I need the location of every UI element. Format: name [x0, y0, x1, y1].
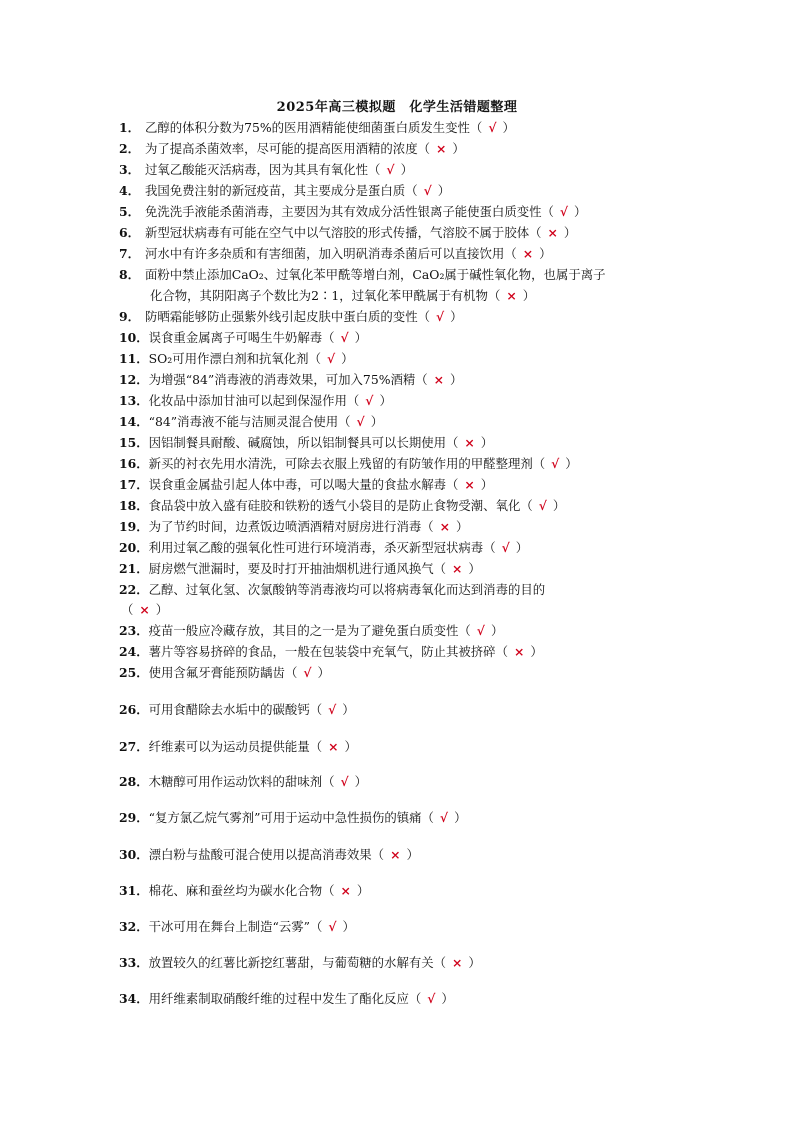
answer-check-mark: √ — [303, 665, 312, 680]
question-item — [119, 474, 679, 495]
question-item — [119, 222, 679, 243]
answer-check-mark: √ — [559, 204, 569, 219]
question-item — [119, 306, 679, 327]
question-item — [119, 662, 679, 683]
question-item — [119, 348, 679, 369]
answer-brackets: （ √ ） — [458, 623, 504, 638]
answer-brackets: （ √ ） — [469, 120, 515, 135]
answer-check-mark: √ — [328, 919, 337, 934]
question-number: 6． — [119, 225, 141, 240]
question-number: 28． — [119, 774, 149, 789]
answer-cross-mark: × — [439, 519, 451, 534]
answer-check-mark: √ — [365, 393, 374, 408]
question-text: 免洗洗手液能杀菌消毒，主要因为其有效成分活性银离子能使蛋白质变性 — [145, 204, 542, 219]
question-item — [119, 117, 679, 138]
question-text: 河水中有许多杂质和有害细菌，加入明矾消毒杀菌后可以直接饮用 — [145, 246, 505, 261]
answer-brackets: （ √ ） — [541, 204, 587, 219]
question-text: 为增强“84”消毒液的消毒效果，可加入75%酒精 — [148, 372, 416, 387]
answer-cross-mark: × — [452, 561, 463, 576]
answer-check-mark: √ — [501, 540, 510, 555]
question-number: 26． — [119, 702, 149, 717]
question-number: 8． — [119, 267, 141, 282]
answer-cross-mark: × — [506, 288, 517, 303]
question-text: “84”消毒液不能与洁厕灵混合使用 — [148, 414, 339, 429]
question-item — [119, 641, 679, 662]
question-number: 14． — [119, 414, 149, 429]
question-item — [119, 243, 679, 264]
question-number: 33． — [119, 955, 149, 970]
question-item — [119, 453, 679, 474]
answer-check-mark: √ — [538, 498, 547, 513]
question-item — [119, 201, 679, 222]
answer-cross-mark: × — [522, 246, 534, 261]
answer-cross-mark: × — [513, 644, 525, 659]
question-text: 纤维素可以为运动员提供能量 — [148, 739, 310, 754]
answer-brackets: （ √ ） — [417, 309, 463, 324]
answer-brackets: （ × ） — [495, 644, 543, 659]
question-item — [119, 180, 679, 201]
question-text: 利用过氧乙酸的强氧化性可进行环境消毒，杀灭新型冠状病毒 — [148, 540, 484, 555]
question-number: 25． — [119, 665, 149, 680]
answer-cross-mark: × — [452, 955, 463, 970]
question-text: 面粉中禁止添加CaO₂、过氧化苯甲酰等增白剂，CaO₂属于碱性氧化物，也属于离子 — [145, 267, 606, 282]
question-item — [119, 159, 679, 180]
question-item — [119, 988, 679, 1009]
question-number: 34． — [119, 991, 149, 1006]
question-number: 23． — [119, 623, 149, 638]
question-number: 11． — [119, 351, 149, 366]
question-number: 4． — [119, 183, 141, 198]
question-number: 13． — [119, 393, 149, 408]
question-number: 15． — [119, 435, 149, 450]
answer-check-mark: √ — [340, 330, 349, 345]
question-item — [119, 916, 679, 937]
answer-check-mark: √ — [488, 120, 497, 135]
question-text: 可用食醋除去水垢中的碳酸钙 — [148, 702, 310, 717]
question-text: SO₂可用作漂白剂和抗氧化剂 — [148, 351, 309, 366]
question-number: 3． — [119, 162, 141, 177]
answer-check-mark: √ — [386, 162, 395, 177]
question-text: 误食重金属盐引起人体中毒，可以喝大量的食盐水解毒 — [148, 477, 447, 492]
question-item — [119, 880, 679, 901]
answer-brackets: （ × ） — [433, 955, 481, 970]
answer-brackets: （ √ ） — [368, 162, 413, 177]
answer-cross-mark: × — [139, 602, 150, 617]
answer-brackets: （ √ ） — [405, 183, 451, 198]
question-item — [119, 699, 679, 720]
question-number: 27． — [119, 739, 149, 754]
answer-brackets: （ √ ） — [322, 774, 368, 789]
question-item — [119, 771, 679, 792]
question-text-continued: 化合物，其阴阳离子个数比为2∶1，过氧化苯甲酰属于有机物 — [150, 288, 488, 303]
answer-cross-mark: × — [433, 372, 445, 387]
question-number: 20． — [119, 540, 149, 555]
question-number: 22． — [119, 582, 149, 597]
answer-cross-mark: × — [464, 435, 475, 450]
question-text: 用纤维素制取硝酸纤维的过程中发生了酯化反应 — [148, 991, 409, 1006]
answer-brackets: （ √ ） — [284, 665, 330, 680]
answer-brackets: （ √ ） — [322, 330, 368, 345]
question-number: 32． — [119, 919, 149, 934]
answer-cross-mark: × — [328, 739, 339, 754]
answer-brackets: （ × ） — [433, 561, 481, 576]
answer-brackets: （ √ ） — [338, 414, 384, 429]
question-text: 因铝制餐具耐酸、碱腐蚀，所以铝制餐具可以长期使用 — [148, 435, 447, 450]
question-item — [119, 495, 679, 516]
answer-brackets: （ √ ） — [346, 393, 392, 408]
answer-check-mark: √ — [476, 623, 485, 638]
question-item — [119, 327, 679, 348]
answer-cross-mark: × — [435, 141, 447, 156]
question-text: 食品袋中放入盛有硅胶和铁粉的透气小袋目的是防止食物受潮、氧化 — [148, 498, 521, 513]
answer-brackets: （ × ） — [446, 435, 494, 450]
answer-brackets: （ × ） — [415, 372, 463, 387]
question-text: 疫苗一般应冷藏存放，其目的之一是为了避免蛋白质变性 — [148, 623, 459, 638]
question-text: 为了提高杀菌效率，尽可能的提高医用酒精的浓度 — [145, 141, 418, 156]
question-item — [119, 952, 679, 973]
answer-brackets: （ × ） — [504, 246, 552, 261]
question-item — [119, 390, 679, 411]
question-number: 31． — [119, 883, 149, 898]
answer-brackets: （ × ） — [446, 477, 494, 492]
answer-check-mark: √ — [435, 309, 445, 324]
question-number: 1． — [119, 120, 141, 135]
question-number: 12． — [119, 372, 149, 387]
question-item — [119, 138, 679, 159]
answer-check-mark: √ — [551, 456, 560, 471]
question-text: 使用含氟牙膏能预防龋齿 — [148, 665, 285, 680]
question-text: 过氧乙酸能灭活病毒，因为其具有氧化性 — [145, 162, 369, 177]
question-number: 19． — [119, 519, 149, 534]
answer-check-mark: √ — [423, 183, 432, 198]
answer-check-mark: √ — [340, 774, 349, 789]
answer-brackets: （ √ ） — [308, 351, 354, 366]
question-text: 漂白粉与盐酸可混合使用以提高消毒效果 — [148, 847, 372, 862]
question-text: “复方氯乙烷气雾剂”可用于运动中急性损伤的镇痛 — [148, 810, 422, 825]
question-item — [119, 558, 679, 579]
answer-brackets: （ × ） — [309, 739, 357, 754]
answer-brackets: （ √ ） — [408, 991, 454, 1006]
question-number: 5． — [119, 204, 141, 219]
question-text: 放置较久的红薯比新挖红薯甜，与葡萄糖的水解有关 — [148, 955, 434, 970]
answer-brackets: （ √ ） — [309, 702, 355, 717]
answer-brackets: （ √ ） — [520, 498, 566, 513]
question-number: 7． — [119, 246, 141, 261]
answer-brackets: （ × ） — [417, 141, 465, 156]
answer-brackets: （ √ ） — [421, 810, 467, 825]
answer-check-mark: √ — [439, 810, 449, 825]
question-text: 为了节约时间，边煮饭边喷洒酒精对厨房进行消毒 — [148, 519, 422, 534]
answer-cross-mark: × — [547, 225, 558, 240]
question-number: 10． — [119, 330, 149, 345]
question-item — [119, 369, 679, 390]
question-item — [119, 411, 679, 432]
question-wrap-line — [121, 599, 168, 620]
question-text: 我国免费注射的新冠疫苗，其主要成分是蛋白质 — [145, 183, 406, 198]
question-text: 薯片等容易挤碎的食品，一般在包装袋中充氧气，防止其被挤碎 — [148, 644, 496, 659]
question-text: 化妆品中添加甘油可以起到保湿作用 — [148, 393, 347, 408]
question-continuation — [150, 285, 535, 306]
question-number: 21． — [119, 561, 149, 576]
question-text: 干冰可用在舞台上制造“云雾” — [148, 919, 310, 934]
answer-brackets: （ √ ） — [483, 540, 529, 555]
question-number: 16． — [119, 456, 149, 471]
question-number: 9． — [119, 309, 141, 324]
question-text: 乙醇、过氧化氢、次氯酸钠等消毒液均可以将病毒氧化而达到消毒的目的 — [148, 582, 546, 597]
question-item — [119, 844, 679, 865]
answer-brackets: （ × ） — [322, 883, 370, 898]
question-text: 厨房燃气泄漏时，要及时打开抽油烟机进行通风换气 — [148, 561, 434, 576]
answer-brackets: （ × ） — [529, 225, 577, 240]
question-item — [119, 516, 679, 537]
answer-brackets: （ × ） — [487, 288, 536, 303]
question-text: 误食重金属离子可喝生牛奶解毒 — [148, 330, 323, 345]
question-text: 棉花、麻和蚕丝均为碳水化合物 — [148, 883, 323, 898]
question-number: 24． — [119, 644, 149, 659]
answer-check-mark: √ — [328, 702, 337, 717]
answer-brackets: （ × ） — [121, 602, 169, 617]
question-text: 新买的衬衣先用水清洗，可除去衣服上残留的有防皱作用的甲醛整理剂 — [148, 456, 533, 471]
answer-cross-mark: × — [464, 477, 475, 492]
question-number: 2． — [119, 141, 141, 156]
answer-brackets: （ √ ） — [532, 456, 578, 471]
answer-brackets: （ × ） — [371, 847, 419, 862]
question-item — [119, 264, 679, 285]
question-text: 防晒霜能够防止强紫外线引起皮肤中蛋白质的变性 — [145, 309, 418, 324]
answer-cross-mark: × — [340, 883, 351, 898]
question-item — [119, 579, 679, 600]
question-item — [119, 432, 679, 453]
page-title: 2025年高三模拟题 化学生活错题整理 — [276, 100, 518, 115]
answer-brackets: （ × ） — [421, 519, 469, 534]
question-item — [119, 620, 679, 641]
question-number: 18． — [119, 498, 149, 513]
question-text: 木糖醇可用作运动饮料的甜味剂 — [148, 774, 323, 789]
answer-check-mark: √ — [356, 414, 365, 429]
question-item — [119, 807, 679, 828]
question-number: 29． — [119, 810, 149, 825]
answer-brackets: （ √ ） — [310, 919, 355, 934]
question-number: 17． — [119, 477, 149, 492]
answer-cross-mark: × — [390, 847, 401, 862]
question-text: 乙醇的体积分数为75%的医用酒精能使细菌蛋白质发生变性 — [145, 120, 470, 135]
question-item — [119, 736, 679, 757]
question-text: 新型冠状病毒有可能在空气中以气溶胶的形式传播，气溶胶不属于胶体 — [145, 225, 530, 240]
question-item — [119, 537, 679, 558]
answer-check-mark: √ — [427, 991, 436, 1006]
answer-check-mark: √ — [326, 351, 336, 366]
question-number: 30． — [119, 847, 149, 862]
